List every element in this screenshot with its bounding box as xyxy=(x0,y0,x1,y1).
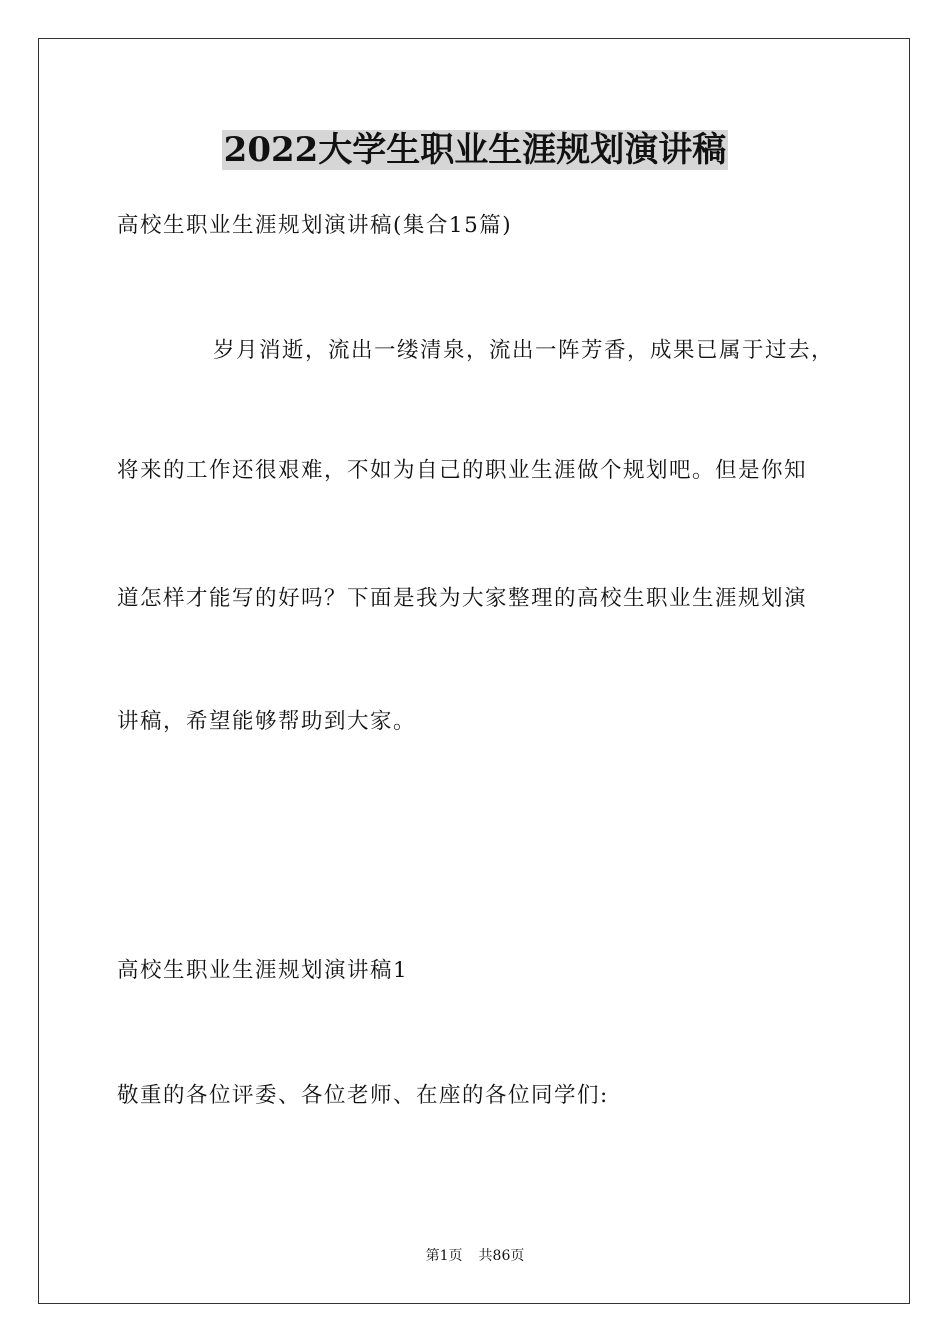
paragraph-line-3: 道怎样才能写的好吗？下面是我为大家整理的高校生职业生涯规划演 xyxy=(117,586,808,611)
paragraph-line-2: 将来的工作还很艰难，不如为自己的职业生涯做个规划吧。但是你知 xyxy=(117,458,808,483)
document-title xyxy=(0,128,950,172)
document-subtitle: 高校生职业生涯规划演讲稿(集合15篇) xyxy=(117,213,513,238)
page-total: 共86页 xyxy=(478,1248,525,1264)
page-number: 第1页 xyxy=(425,1248,463,1264)
paragraph-line-4: 讲稿，希望能够帮助到大家。 xyxy=(117,709,417,734)
page-footer xyxy=(0,1246,950,1266)
salutation-line: 敬重的各位评委、各位老师、在座的各位同学们: xyxy=(117,1083,609,1108)
document-title-text: 2022大学生职业生涯规划演讲稿 xyxy=(223,130,727,170)
paragraph-line-1: 岁月消逝，流出一缕清泉，流出一阵芳香，成果已属于过去， xyxy=(213,338,835,363)
section-heading: 高校生职业生涯规划演讲稿1 xyxy=(117,958,409,983)
